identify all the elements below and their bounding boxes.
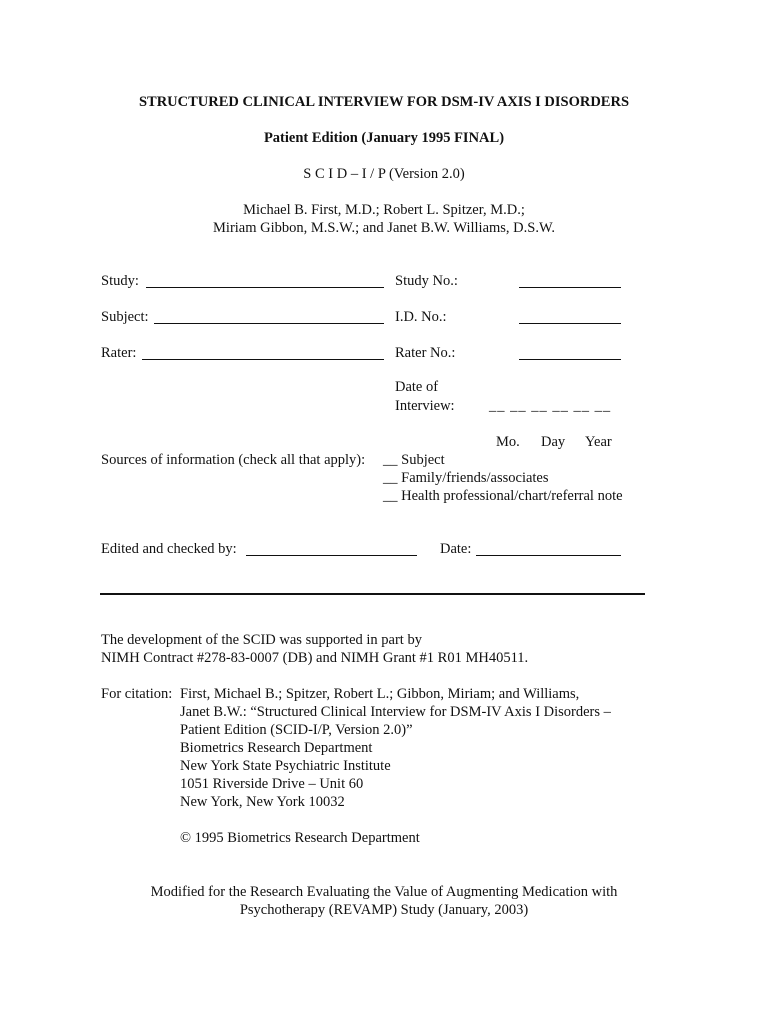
interview-date-field[interactable]: __ __ __ __ __ __ xyxy=(489,398,612,414)
edited-date-label: Date: xyxy=(440,541,472,557)
rater-label: Rater: xyxy=(101,345,137,361)
id-no-label: I.D. No.: xyxy=(395,309,447,325)
citation-label: For citation: xyxy=(101,686,173,702)
interview-label: Interview: xyxy=(395,398,455,414)
edited-date-field[interactable] xyxy=(476,555,621,556)
citation-line: First, Michael B.; Spitzer, Robert L.; Gibbon, Miriam; and Williams, xyxy=(180,686,580,702)
citation-line: New York State Psychiatric Institute xyxy=(180,758,391,774)
authors-line-1: Michael B. First, M.D.; Robert L. Spitzer, M.D.; xyxy=(243,202,525,218)
sources-label: Sources of information (check all that apply): xyxy=(101,452,366,468)
study-no-label: Study No.: xyxy=(395,273,458,289)
version-line: S C I D – I / P (Version 2.0) xyxy=(303,166,465,182)
citation-line: Biometrics Research Department xyxy=(180,740,373,756)
section-divider xyxy=(100,593,645,595)
modified-note-line-1: Modified for the Research Evaluating the Value of Augmenting Medication with xyxy=(150,884,618,900)
source-option-family[interactable]: __ Family/friends/associates xyxy=(383,470,549,486)
edited-by-label: Edited and checked by: xyxy=(101,541,237,557)
citation-line: Patient Edition (SCID-I/P, Version 2.0)” xyxy=(180,722,413,738)
support-line-2: NIMH Contract #278-83-0007 (DB) and NIMH Grant #1 R01 MH40511. xyxy=(101,650,529,666)
subject-label: Subject: xyxy=(101,309,149,325)
date-of-label: Date of xyxy=(395,379,439,395)
citation-line: New York, New York 10032 xyxy=(180,794,345,810)
authors-line-2: Miriam Gibbon, M.S.W.; and Janet B.W. Williams, D.S.W. xyxy=(213,220,555,236)
id-no-field[interactable] xyxy=(519,323,621,324)
subject-field[interactable] xyxy=(154,323,384,324)
source-option-subject[interactable]: __ Subject xyxy=(383,452,445,468)
citation-line: Janet B.W.: “Structured Clinical Interview for DSM-IV Axis I Disorders – xyxy=(180,704,611,720)
citation-line: 1051 Riverside Drive – Unit 60 xyxy=(180,776,364,792)
study-label: Study: xyxy=(101,273,139,289)
study-field[interactable] xyxy=(146,287,384,288)
support-line-1: The development of the SCID was supported in part by xyxy=(101,632,422,648)
rater-no-field[interactable] xyxy=(519,359,621,360)
rater-field[interactable] xyxy=(142,359,384,360)
modified-note-line-2: Psychotherapy (REVAMP) Study (January, 2003) xyxy=(239,902,529,918)
date-year-label: Year xyxy=(585,434,612,450)
study-no-field[interactable] xyxy=(519,287,621,288)
edited-by-field[interactable] xyxy=(246,555,417,556)
date-month-label: Mo. xyxy=(496,434,520,450)
rater-no-label: Rater No.: xyxy=(395,345,456,361)
date-day-label: Day xyxy=(541,434,566,450)
edition-line: Patient Edition (January 1995 FINAL) xyxy=(263,130,505,146)
document-title: STRUCTURED CLINICAL INTERVIEW FOR DSM-IV AXIS I DISORDERS xyxy=(138,94,630,110)
copyright-notice: © 1995 Biometrics Research Department xyxy=(180,830,420,846)
source-option-health-professional[interactable]: __ Health professional/chart/referral note xyxy=(383,488,623,504)
